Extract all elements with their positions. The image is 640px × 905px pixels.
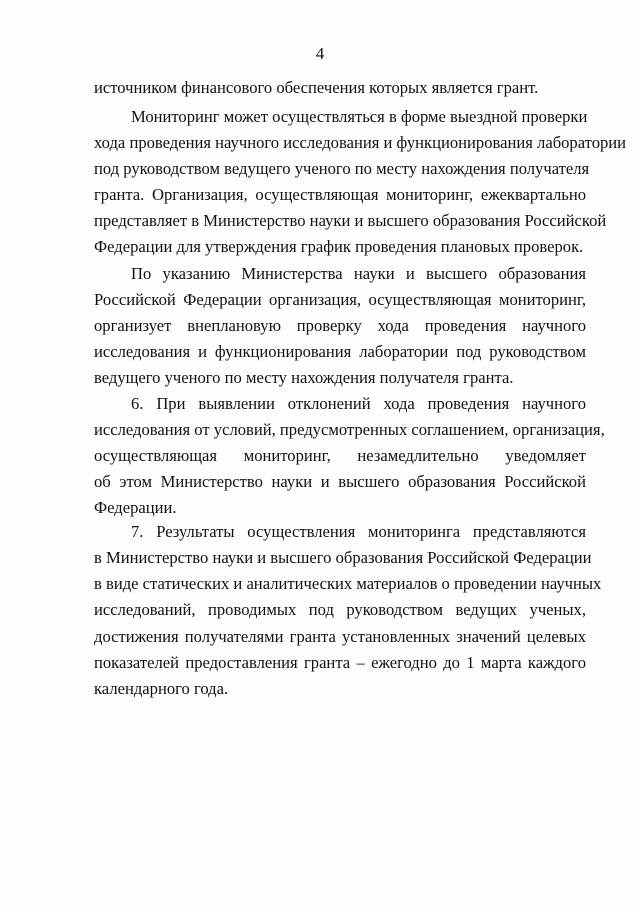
text-line: календарного года. [94, 679, 229, 698]
text-line: Российской Федерации организация, осуществляющая мониторинг, [94, 290, 586, 309]
text-line: представляет в Министерство науки и высшего образования Российской [94, 211, 607, 230]
text-line: в Министерство науки и высшего образования Российской Федерации [94, 548, 592, 567]
text-line: хода проведения научного исследования и функционирования лаборатории [94, 133, 627, 152]
text-line: 7. Результаты осуществления мониторинга представляются [131, 522, 586, 541]
text-line: под руководством ведущего ученого по месту нахождения получателя [94, 159, 590, 178]
text-line: организует внеплановую проверку хода проведения научного [94, 316, 586, 335]
text-line: По указанию Министерства науки и высшего образования [131, 264, 586, 283]
text-line: ведущего ученого по месту нахождения получателя гранта. [94, 368, 514, 387]
text-line: об этом Министерство науки и высшего образования Российской [94, 472, 586, 491]
text-line: в виде статических и аналитических материалов о проведении научных [94, 574, 602, 593]
text-line: 6. При выявлении отклонений хода проведения научного [131, 394, 586, 413]
text-line: исследования и функционирования лаборатории под руководством [94, 342, 586, 361]
text-line: показателей предоставления гранта – ежегодно до 1 марта каждого [94, 653, 586, 672]
text-line: Федерации для утверждения график проведения плановых проверок. [94, 237, 584, 256]
text-line: источником финансового обеспечения которых является грант. [94, 78, 539, 97]
text-line: Федерации. [94, 498, 177, 517]
text-line: гранта. Организация, осуществляющая мониторинг, ежеквартально [94, 185, 586, 204]
text-line: осуществляющая мониторинг, незамедлительно уведомляет [94, 446, 586, 465]
page-number: 4 [315, 44, 325, 63]
text-line: Мониторинг может осуществляться в форме выездной проверки [131, 107, 588, 126]
text-line: достижения получателями гранта установленных значений целевых [94, 627, 586, 646]
text-line: исследования от условий, предусмотренных соглашением, организация, [94, 420, 605, 439]
text-line: исследований, проводимых под руководством ведущих ученых, [94, 600, 586, 619]
